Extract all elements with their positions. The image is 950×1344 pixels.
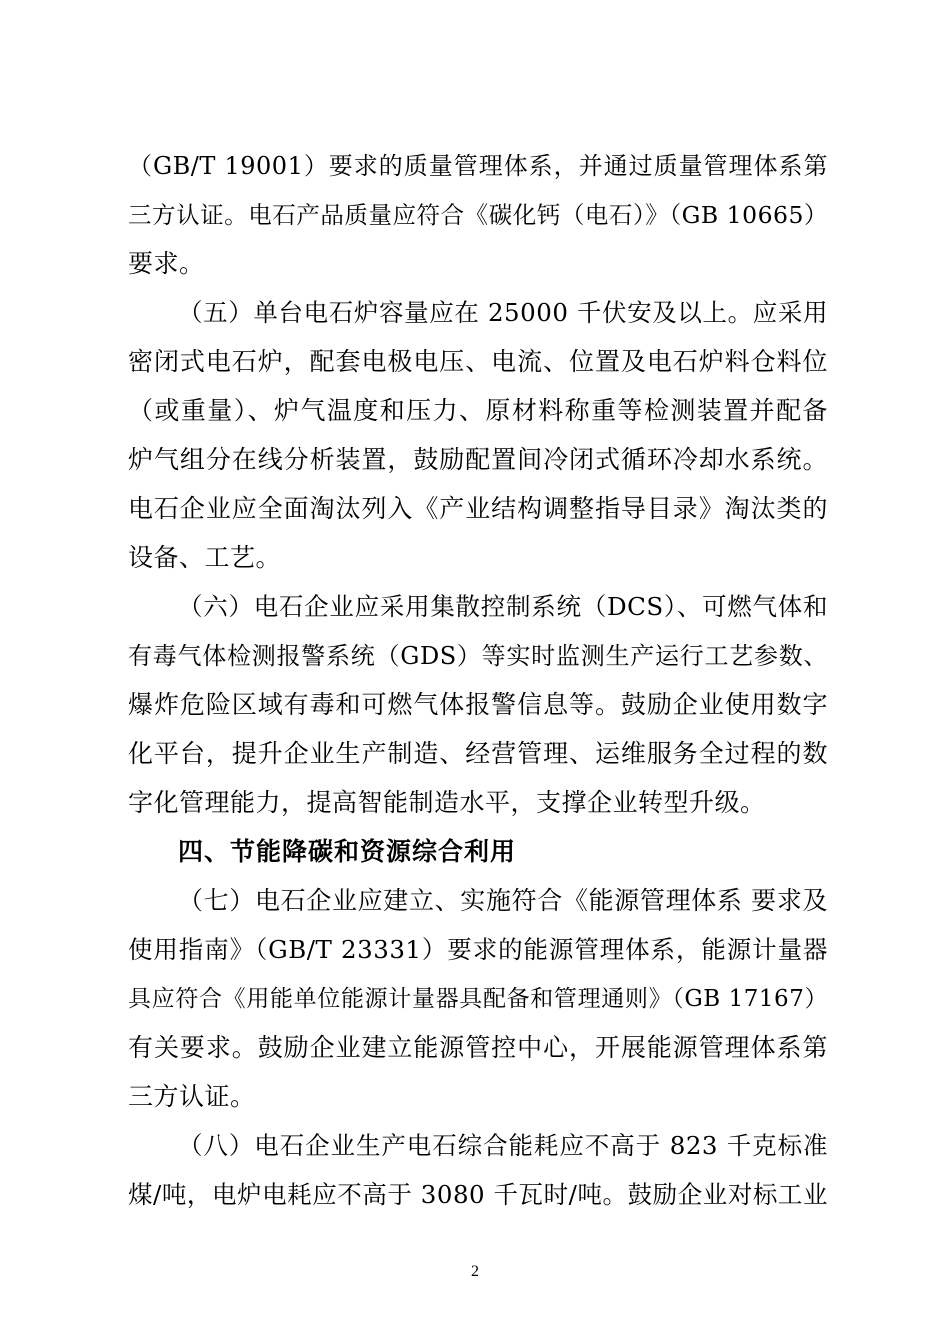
text-line: 煤/吨，电炉电耗应不高于 3080 千瓦时/吨。鼓励企业对标工业 (128, 1180, 828, 1209)
text-line: 炉气组分在线分析装置，鼓励配置间冷闭式循环冷却水系统。 (128, 445, 828, 474)
text-line: 化平台，提升企业生产制造、经营管理、运维服务全过程的数 (128, 739, 828, 768)
text-line: （或重量）、炉气温度和压力、原材料称重等检测装置并配备 (128, 396, 828, 425)
text-line: 设备、工艺。 (128, 543, 282, 572)
text-line: 具应符合《用能单位能源计量器具配备和管理通则》（GB 17167） (128, 986, 828, 1012)
text-line: 要求。 (128, 249, 205, 278)
text-line: 三方认证。 (128, 1082, 256, 1111)
text-line: 电石企业应全面淘汰列入《产业结构调整指导目录》淘汰类的 (128, 494, 828, 523)
text-line: 密闭式电石炉，配套电极电压、电流、位置及电石炉料仓料位 (128, 347, 828, 376)
text-line: 有关要求。鼓励企业建立能源管控中心，开展能源管理体系第 (128, 1033, 828, 1062)
paragraph-seven-start: （七）电石企业应建立、实施符合《能源管理体系 要求及 (178, 886, 828, 915)
text-line: 爆炸危险区域有毒和可燃气体报警信息等。鼓励企业使用数字 (128, 690, 828, 719)
page-number: 2 (471, 1263, 479, 1280)
text-line: 字化管理能力，提高智能制造水平，支撑企业转型升级。 (128, 788, 766, 817)
text-line: 有毒气体检测报警系统（GDS）等实时监测生产运行工艺参数、 (128, 642, 828, 670)
text-line: 三方认证。电石产品质量应符合《碳化钙（电石）》（GB 10665） (128, 201, 828, 229)
paragraph-eight-start: （八）电石企业生产电石综合能耗应不高于 823 千克标准 (178, 1131, 828, 1160)
section-heading: 四、节能降碳和资源综合利用 (178, 837, 517, 866)
paragraph-six-start: （六）电石企业应采用集散控制系统（DCS）、可燃气体和 (178, 592, 828, 621)
paragraph-five-start: （五）单台电石炉容量应在 25000 千伏安及以上。应采用 (178, 298, 828, 327)
text-line: （GB/T 19001）要求的质量管理体系，并通过质量管理体系第 (128, 152, 828, 180)
text-line: 使用指南》（GB/T 23331）要求的能源管理体系，能源计量器 (128, 935, 828, 964)
